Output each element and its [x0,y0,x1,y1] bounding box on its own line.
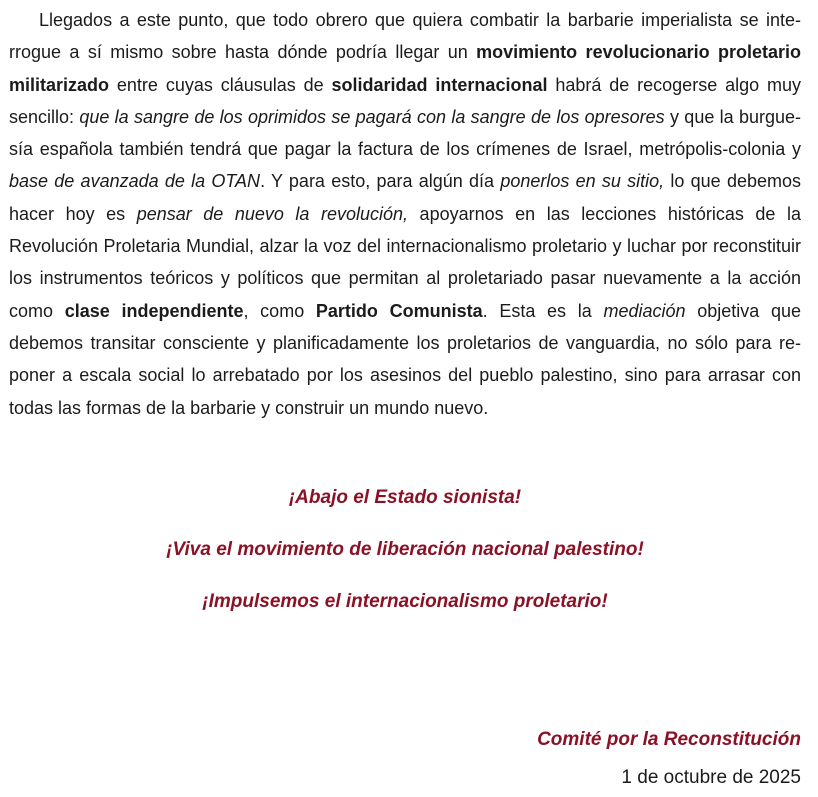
paragraph-run-bold: movimiento revolucionario proletario militarizado [9,42,801,95]
paragraph-run-italic: mediación [603,300,686,321]
paragraph-run-normal: Llegados a este punto, que todo obrero que quiera combatir la barbarie imperialista se interrogue a sí mismo sobre hasta dónde podría llegar un [9,10,801,63]
signature [537,726,801,792]
signature-date: 1 de octubre de 2025 [621,767,801,788]
paragraph-run-normal: habrá de recogerse algo muy sencillo: [9,74,801,127]
paragraph-run-italic: base de avanzada de la OTAN [9,171,261,192]
paragraph-run-normal: , como [243,300,316,321]
paragraph-run-italic: que la sangre de los oprimidos se pagará con la sangre de los opresores [79,106,665,127]
paragraph-run-normal: objetiva que debemos transitar consciente y planificadamente los proletarios de vanguardia, no sólo para reponer a escala social lo arrebatado por los asesinos del pueblo palestino, sino para arrasar con todas las formas de la barbarie y construir un mundo nuevo. [9,300,801,418]
slogan: ¡Impulsemos el internacionalismo proletario! [202,591,608,612]
slogan: ¡Viva el movimiento de liberación nacional palestino! [166,539,644,560]
signature-organization: Comité por la Reconstitución [537,729,801,750]
paragraph-run-normal: entre cuyas cláusulas de [109,74,332,95]
paragraph-run-normal: apoyarnos en las lecciones históricas de la Revolución Proletaria Mundial, alzar la voz del internacionalismo proletario y luchar por reconstituir los instrumentos teóricos y políticos que permitan al proletariado pasar nuevamente a la acción como [9,203,801,321]
paragraph-run-italic: pensar de nuevo la revolución, [136,203,409,224]
slogan: ¡Abajo el Estado sionista! [288,487,522,508]
paragraph-run-bold: solidaridad internacional [331,74,548,95]
paragraph-run-italic: ponerlos en su sitio, [500,171,665,192]
paragraph-run-normal: . Esta es la [482,300,604,321]
paragraph-run-bold: clase independiente [64,300,244,321]
paragraph-run-bold: Partido Comunista [315,300,483,321]
paragraph-run-normal: lo que debemos hacer hoy es [9,171,801,224]
slogans [9,480,801,636]
body-paragraph [9,0,801,424]
paragraph-run-normal: y que la burguesía española también tendrá que pagar la factura de los crímenes de Israel, metrópolis-colonia y [9,106,802,160]
paragraph-run-normal: . Y para esto, para algún día [260,171,501,192]
